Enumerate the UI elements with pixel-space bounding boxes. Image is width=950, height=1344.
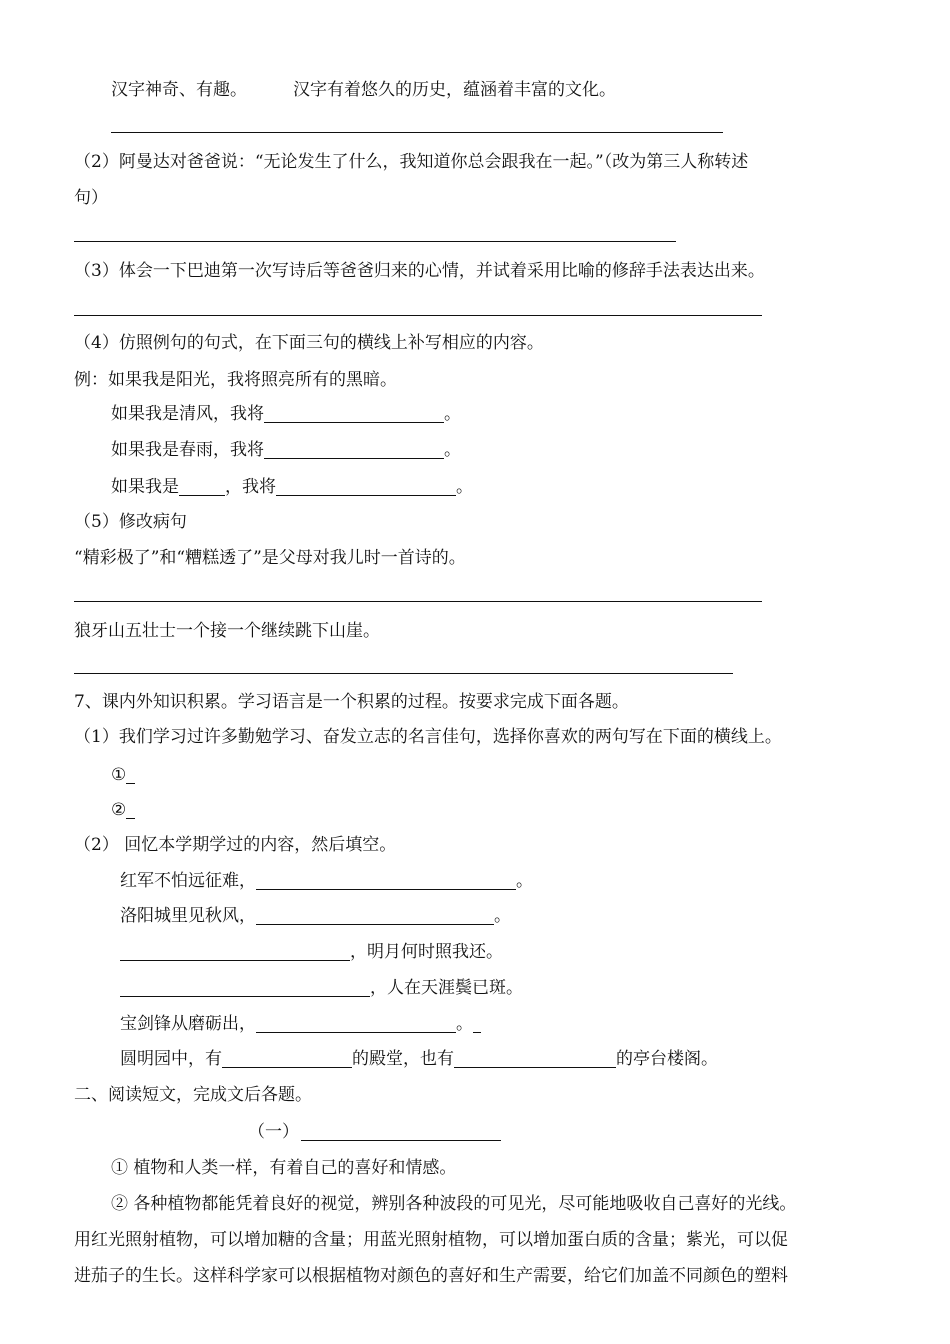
q7-2-fill6: [120, 1047, 718, 1071]
q7-2-fill2: [120, 904, 511, 928]
q7-2-fill6-text-a: 圆明园中，有: [120, 1049, 222, 1069]
q7-2-fill1-blank[interactable]: [256, 871, 516, 890]
q7-2-fill6-text-c: 的亭台楼阁。: [616, 1049, 718, 1069]
passage1-title: [248, 1120, 501, 1144]
passage1-paragraph1: ① 植物和人类一样，有着自己的喜好和情感。: [111, 1158, 457, 1178]
q7-2-fill6-blank2[interactable]: [454, 1049, 616, 1068]
q6-5-title: （5）修改病句: [74, 512, 187, 532]
q7-2-fill6-text-b: 的殿堂，也有: [352, 1049, 454, 1069]
q7-2-fill5-period: 。: [456, 1014, 473, 1034]
q7-2-fill4: [120, 976, 523, 1000]
q6-4-row3-blank-subject[interactable]: [179, 477, 225, 496]
q6-1-left-sentence: 汉字神奇、有趣。: [111, 80, 247, 100]
q6-4-row3: [111, 475, 473, 499]
q6-4-row3-middle: ，我将: [225, 477, 276, 497]
q7-2-fill1-text: 红军不怕远征难，: [120, 871, 256, 891]
q7-2-fill1-period: 。: [516, 871, 533, 891]
q6-4-row1: [111, 402, 461, 426]
q7-2-fill2-period: 。: [494, 906, 511, 926]
q7-1-blank2[interactable]: [126, 800, 135, 819]
q6-2-question-line2: 句）: [74, 188, 108, 208]
q6-5-answer-line1[interactable]: [74, 601, 762, 602]
q7-2-fill1: [120, 869, 533, 893]
section2-title: 二、阅读短文，完成文后各题。: [74, 1085, 312, 1105]
q7-2-fill5-tail: [473, 1014, 481, 1033]
q6-3-answer-line[interactable]: [74, 315, 762, 316]
q6-4-instruction: （4）仿照例句的句式，在下面三句的横线上补写相应的内容。: [74, 333, 544, 353]
q7-2-fill4-text: ，人在天涯鬓已斑。: [370, 978, 523, 998]
q6-4-row1-period: 。: [444, 404, 461, 424]
q6-2-question-line1: （2）阿曼达对爸爸说：“无论发生了什么，我知道你总会跟我在一起。”（改为第三人称转述: [74, 152, 749, 172]
q7-title: 7、课内外知识积累。学习语言是一个积累的过程。按要求完成下面各题。: [74, 692, 629, 712]
q7-2-fill4-blank[interactable]: [120, 978, 370, 997]
q6-4-row2-prefix: 如果我是春雨，我将: [111, 440, 264, 460]
q6-4-example: 例：如果我是阳光，我将照亮所有的黑暗。: [74, 370, 397, 390]
q6-2-answer-line[interactable]: [74, 241, 676, 242]
q7-2-question: （2） 回忆本学期学过的内容，然后填空。: [74, 835, 397, 855]
passage1-paragraph2-line3: 进茄子的生长。这样科学家可以根据植物对颜色的喜好和生产需要，给它们加盖不同颜色的塑料: [74, 1266, 788, 1286]
q7-2-fill3-text: ，明月何时照我还。: [350, 942, 503, 962]
q7-2-fill5-text: 宝剑锋从磨砺出，: [120, 1014, 256, 1034]
q7-1-question: （1）我们学习过许多勤勉学习、奋发立志的名言佳句，选择你喜欢的两句写在下面的横线上。: [74, 727, 782, 747]
q6-3-question: （3）体会一下巴迪第一次写诗后等爸爸归来的心情，并试着采用比喻的修辞手法表达出来。: [74, 261, 765, 281]
q7-2-fill5-blank[interactable]: [256, 1014, 456, 1033]
q7-1-item1: [111, 763, 135, 787]
q6-4-row2-period: 。: [444, 440, 461, 460]
q7-2-fill3: [120, 940, 503, 964]
q7-2-fill2-blank[interactable]: [256, 906, 494, 925]
passage1-paragraph2-line1: ② 各种植物都能凭着良好的视觉，辨别各种波段的可见光，尽可能地吸收自己喜好的光线。: [111, 1194, 797, 1214]
passage1-label: （一）: [248, 1122, 299, 1142]
q6-4-row3-prefix: 如果我是: [111, 477, 179, 497]
q6-5-sentence1: “精彩极了”和“糟糕透了”是父母对我儿时一首诗的。: [74, 548, 466, 568]
q6-1-right-sentence: 汉字有着悠久的历史，蕴涵着丰富的文化。: [293, 80, 616, 100]
q7-1-mark2: ②: [111, 800, 127, 820]
q7-1-mark1: ①: [111, 765, 127, 785]
q6-4-row2: [111, 438, 461, 462]
q6-5-sentence2: 狼牙山五壮士一个接一个继续跳下山崖。: [74, 621, 380, 641]
q6-4-row3-period: 。: [456, 477, 473, 497]
q7-1-item2: [111, 798, 135, 822]
q7-2-fill2-text: 洛阳城里见秋风，: [120, 906, 256, 926]
q6-4-row1-blank[interactable]: [264, 404, 444, 423]
q6-4-row1-prefix: 如果我是清风，我将: [111, 404, 264, 424]
q6-1-answer-line[interactable]: [111, 132, 723, 133]
q7-1-blank1[interactable]: [126, 765, 135, 784]
passage1-paragraph2-line2: 用红光照射植物，可以增加糖的含量；用蓝光照射植物，可以增加蛋白质的含量；紫光，可以促: [74, 1230, 788, 1250]
passage1-title-blank[interactable]: [301, 1122, 501, 1141]
q7-2-fill3-blank[interactable]: [120, 942, 350, 961]
q6-4-row2-blank[interactable]: [264, 440, 444, 459]
q6-5-answer-line2[interactable]: [74, 673, 733, 674]
q7-2-fill6-blank1[interactable]: [222, 1049, 352, 1068]
q6-4-row3-blank[interactable]: [276, 477, 456, 496]
q7-2-fill5: [120, 1012, 481, 1036]
